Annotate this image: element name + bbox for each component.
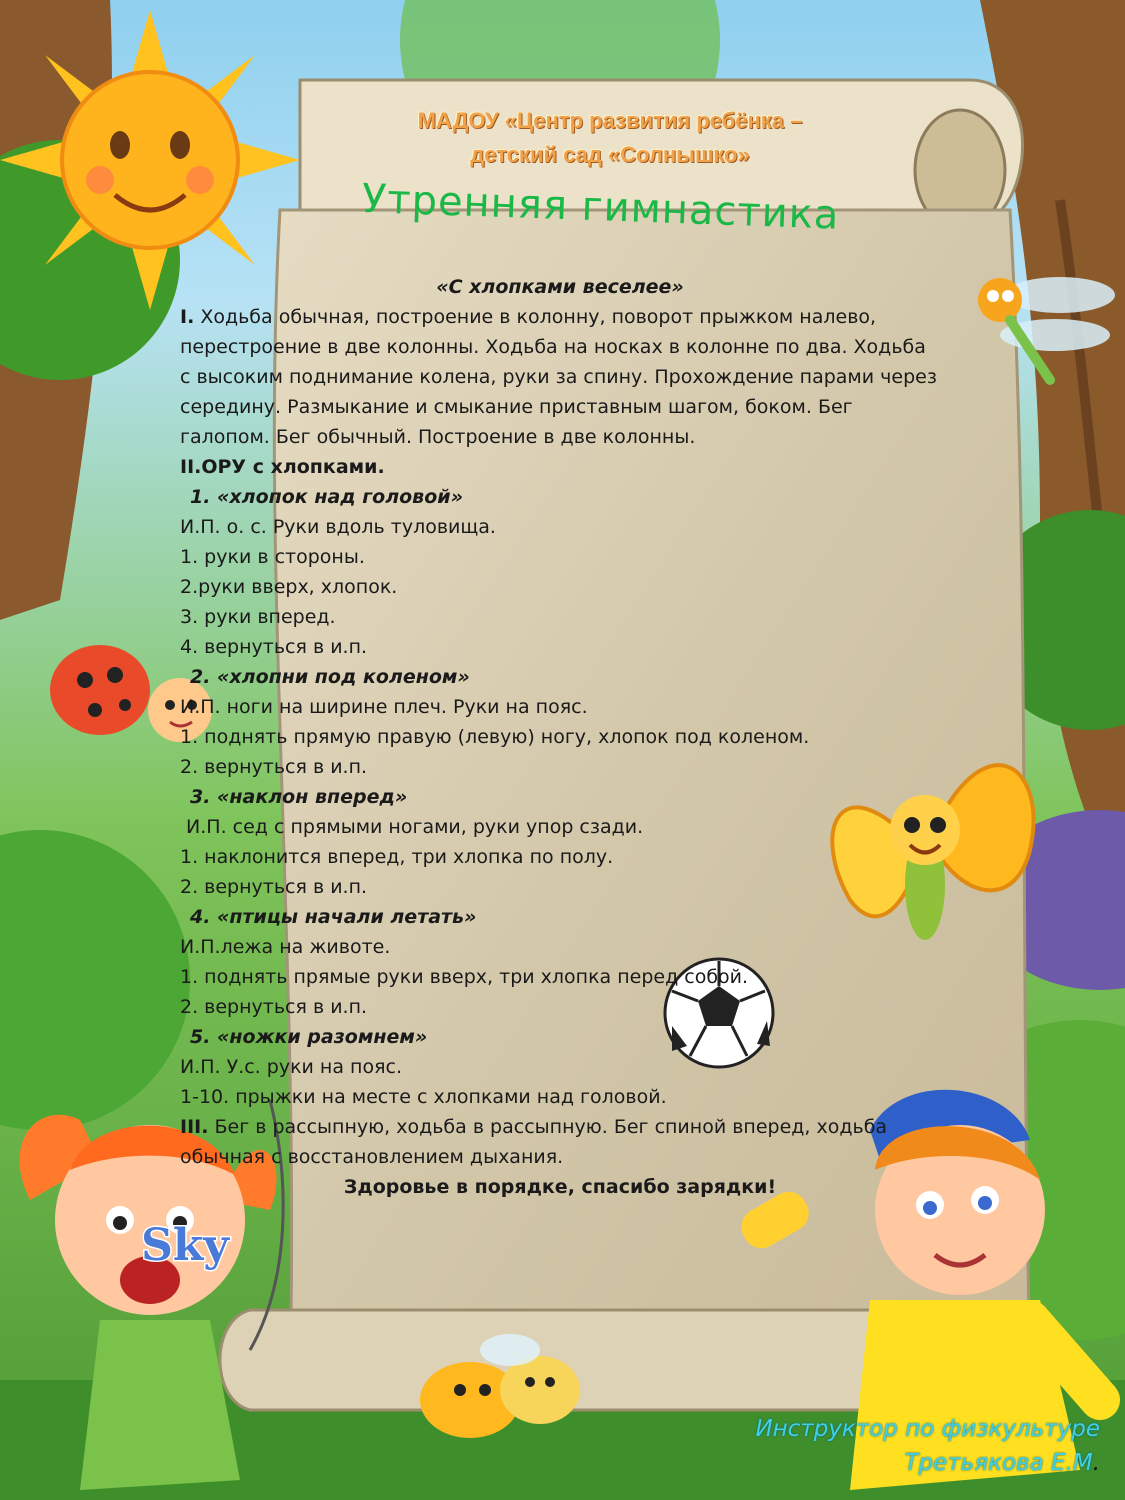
organization-header	[300, 104, 920, 172]
dragonfly-icon	[960, 260, 1120, 390]
exercise-1-line: 4. вернуться в и.п.	[180, 636, 368, 658]
exercise-1-line: 2.руки вверх, хлопок.	[180, 576, 398, 598]
program-subtitle: «С хлопками веселее»	[436, 276, 684, 298]
exercise-4-title: 4. «птицы начали летать»	[190, 906, 477, 928]
exercise-3-title: 3. «наклон вперед»	[190, 786, 408, 808]
part-2-heading: II.ОРУ с хлопками.	[180, 456, 385, 478]
exercise-4-line: 2. вернуться в и.п.	[180, 996, 368, 1018]
exercise-2-title: 2. «хлопни под коленом»	[190, 666, 470, 688]
bee-flower-icon	[400, 1320, 600, 1450]
exercise-1-line: И.П. о. с. Руки вдоль туловища.	[180, 516, 496, 538]
part-3-marker: III.	[180, 1116, 209, 1138]
signature-name-line	[755, 1446, 1100, 1480]
svg-text:Sky: Sky	[141, 1220, 229, 1271]
org-line-1: МАДОУ «Центр развития ребёнка –	[417, 108, 803, 133]
signature-dot: .	[1092, 1450, 1100, 1476]
sky-watermark-logo	[115, 1210, 255, 1280]
exercise-content	[180, 272, 940, 1202]
exercise-2-line: 2. вернуться в и.п.	[180, 756, 368, 778]
part-1-text: Ходьба обычная, построение в колонну, поворот прыжком налево, перестроение в две колонны. Ходьба на носках в колонне по два. Ходьба с высоким поднимание колена, руки за спину. Прохождение парами через середину. Размыкание и смыкание приставным шагом, боком. Бег галопом. Бег обычный. Построение в две колонны.	[180, 306, 937, 448]
part-3-text: Бег в рассыпную, ходьба в рассыпную. Бег спиной вперед, ходьба обычная с восстановлением дыхания.	[180, 1116, 888, 1168]
part-1-paragraph	[180, 302, 940, 452]
part-1-marker: I.	[180, 306, 195, 328]
exercise-1-line: 1. руки в стороны.	[180, 546, 365, 568]
signature-name: Третьякова Е.М	[904, 1450, 1093, 1476]
exercise-5-line: И.П. У.с. руки на пояс.	[180, 1056, 402, 1078]
exercise-3-line: 1. наклонится вперед, три хлопка по полу.	[180, 846, 614, 868]
exercise-5-line: 1-10. прыжки на месте с хлопками над головой.	[180, 1086, 667, 1108]
org-line-2: детский сад «Солнышко»	[470, 142, 750, 167]
signature-block	[755, 1412, 1100, 1480]
exercise-1-line: 3. руки вперед.	[180, 606, 336, 628]
signature-role: Инструктор по физкультуре	[755, 1416, 1100, 1442]
exercise-3-line: 2. вернуться в и.п.	[180, 876, 368, 898]
closing-line: Здоровье в порядке, спасибо зарядки!	[343, 1176, 777, 1198]
page-title: Утренняя гимнастика	[361, 176, 841, 239]
exercise-2-line: 1. поднять прямую правую (левую) ногу, хлопок под коленом.	[180, 726, 810, 748]
exercise-3-line: И.П. сед с прямыми ногами, руки упор сзади.	[180, 816, 644, 838]
part-3-paragraph	[180, 1112, 940, 1172]
exercise-4-line: И.П.лежа на животе.	[180, 936, 391, 958]
exercise-2-line: И.П. ноги на ширине плеч. Руки на пояс.	[180, 696, 588, 718]
sun-icon	[0, 10, 300, 310]
exercise-5-title: 5. «ножки разомнем»	[190, 1026, 428, 1048]
exercise-4-line: 1. поднять прямые руки вверх, три хлопка перед собой.	[180, 966, 749, 988]
exercise-1-title: 1. «хлопок над головой»	[190, 486, 463, 508]
